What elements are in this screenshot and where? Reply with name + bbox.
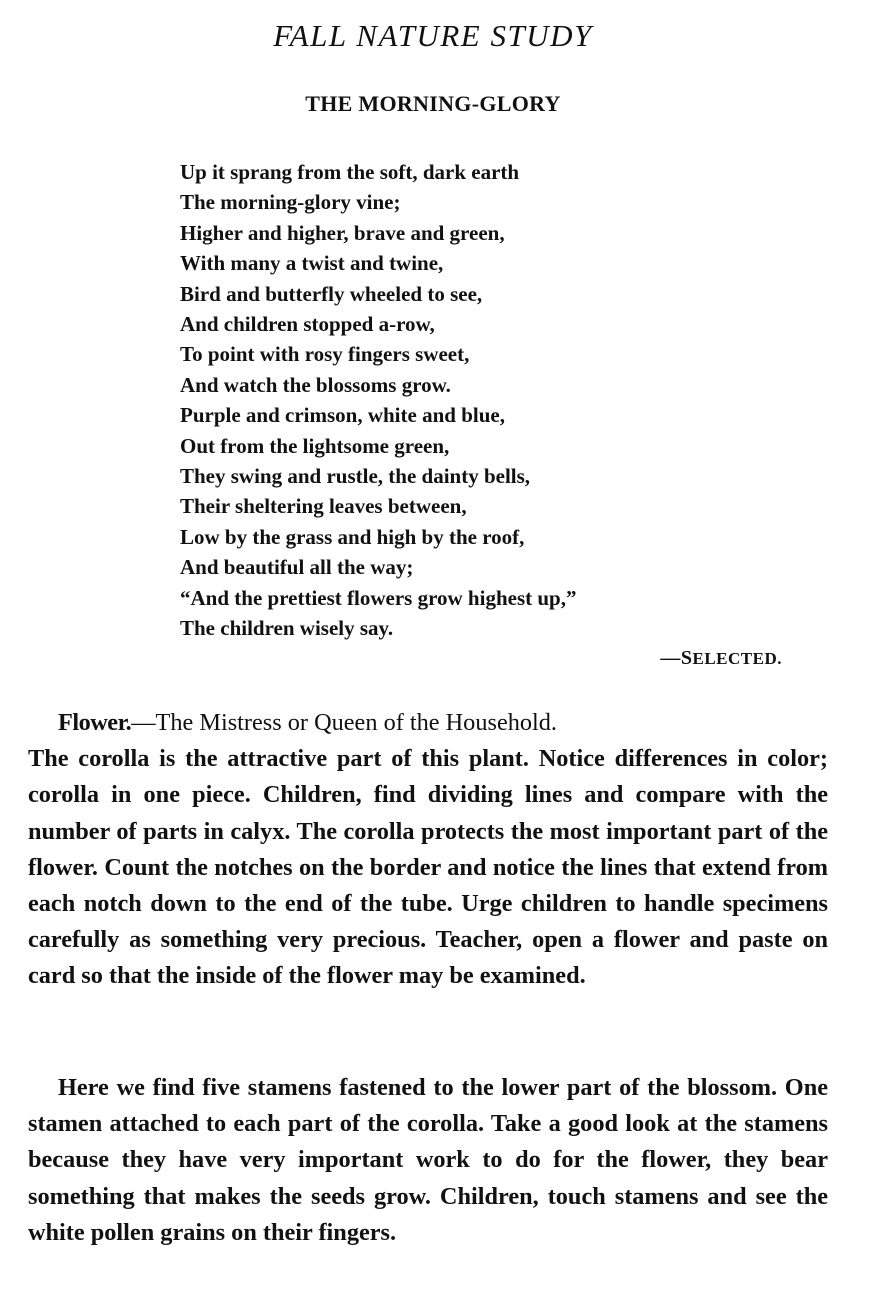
poem-line: Higher and higher, brave and green, [180,220,505,245]
section-heading-line [28,705,828,741]
poem-line: With many a twist and twine, [180,251,444,276]
poem-line: Their sheltering leaves between, [180,494,467,519]
poem-line: Bird and butterfly wheeled to see, [180,281,483,306]
poem-line: And beautiful all the way; [180,555,414,580]
poem-line: The children wisely say. [180,616,394,641]
section-term: Flower. [58,709,132,736]
section-term-description: —The Mistress or Queen of the Household. [131,709,557,736]
attribution-rest: ELECTED. [692,649,782,668]
poem-line: And watch the blossoms grow. [180,372,451,397]
poem-line: Purple and crimson, white and blue, [180,403,505,428]
poem-line: Low by the grass and high by the roof, [180,524,525,549]
poem-line: And children stopped a-row, [180,312,435,337]
attribution-initial: —S [660,647,693,669]
poem-title: THE MORNING-GLORY [305,91,561,116]
stamens-paragraph: Here we find five stamens fastened to the lower part of the blossom. One stamen attached to each part of the corolla. Take a good look at the stamens because they have very important work to do for the flower, they bear something that makes the seeds grow. Children, touch stamens and see the white pollen grains on their fingers. [28,1074,828,1246]
poem-line: Out from the lightsome green, [180,433,450,458]
poem-line: To point with rosy fingers sweet, [180,342,470,367]
poem-line: Up it sprang from the soft, dark earth [180,160,520,184]
poem-line: “And the prettiest flowers grow highest up,” [180,585,577,610]
poem-line: They swing and rustle, the dainty bells, [180,464,531,489]
poem-line: The morning-glory vine; [180,190,401,215]
running-header: FALL NATURE STUDY [273,18,593,53]
flower-paragraph [28,705,828,995]
paragraph-text: The corolla is the attractive part of this plant. Notice differences in color; corolla in one piece. Children, find dividing lines and compare with the number of parts in calyx. The corolla protects the most important part of the flower. Count the notches on the border and notice the lines that extend from each notch down to the end of the tube. Urge children to handle specimens carefully as something very precious. Teacher, open a flower and paste on card so that the inside of the flower may be examined. [28,745,828,990]
poem-stanza [180,157,576,644]
poem-attribution [660,647,782,670]
